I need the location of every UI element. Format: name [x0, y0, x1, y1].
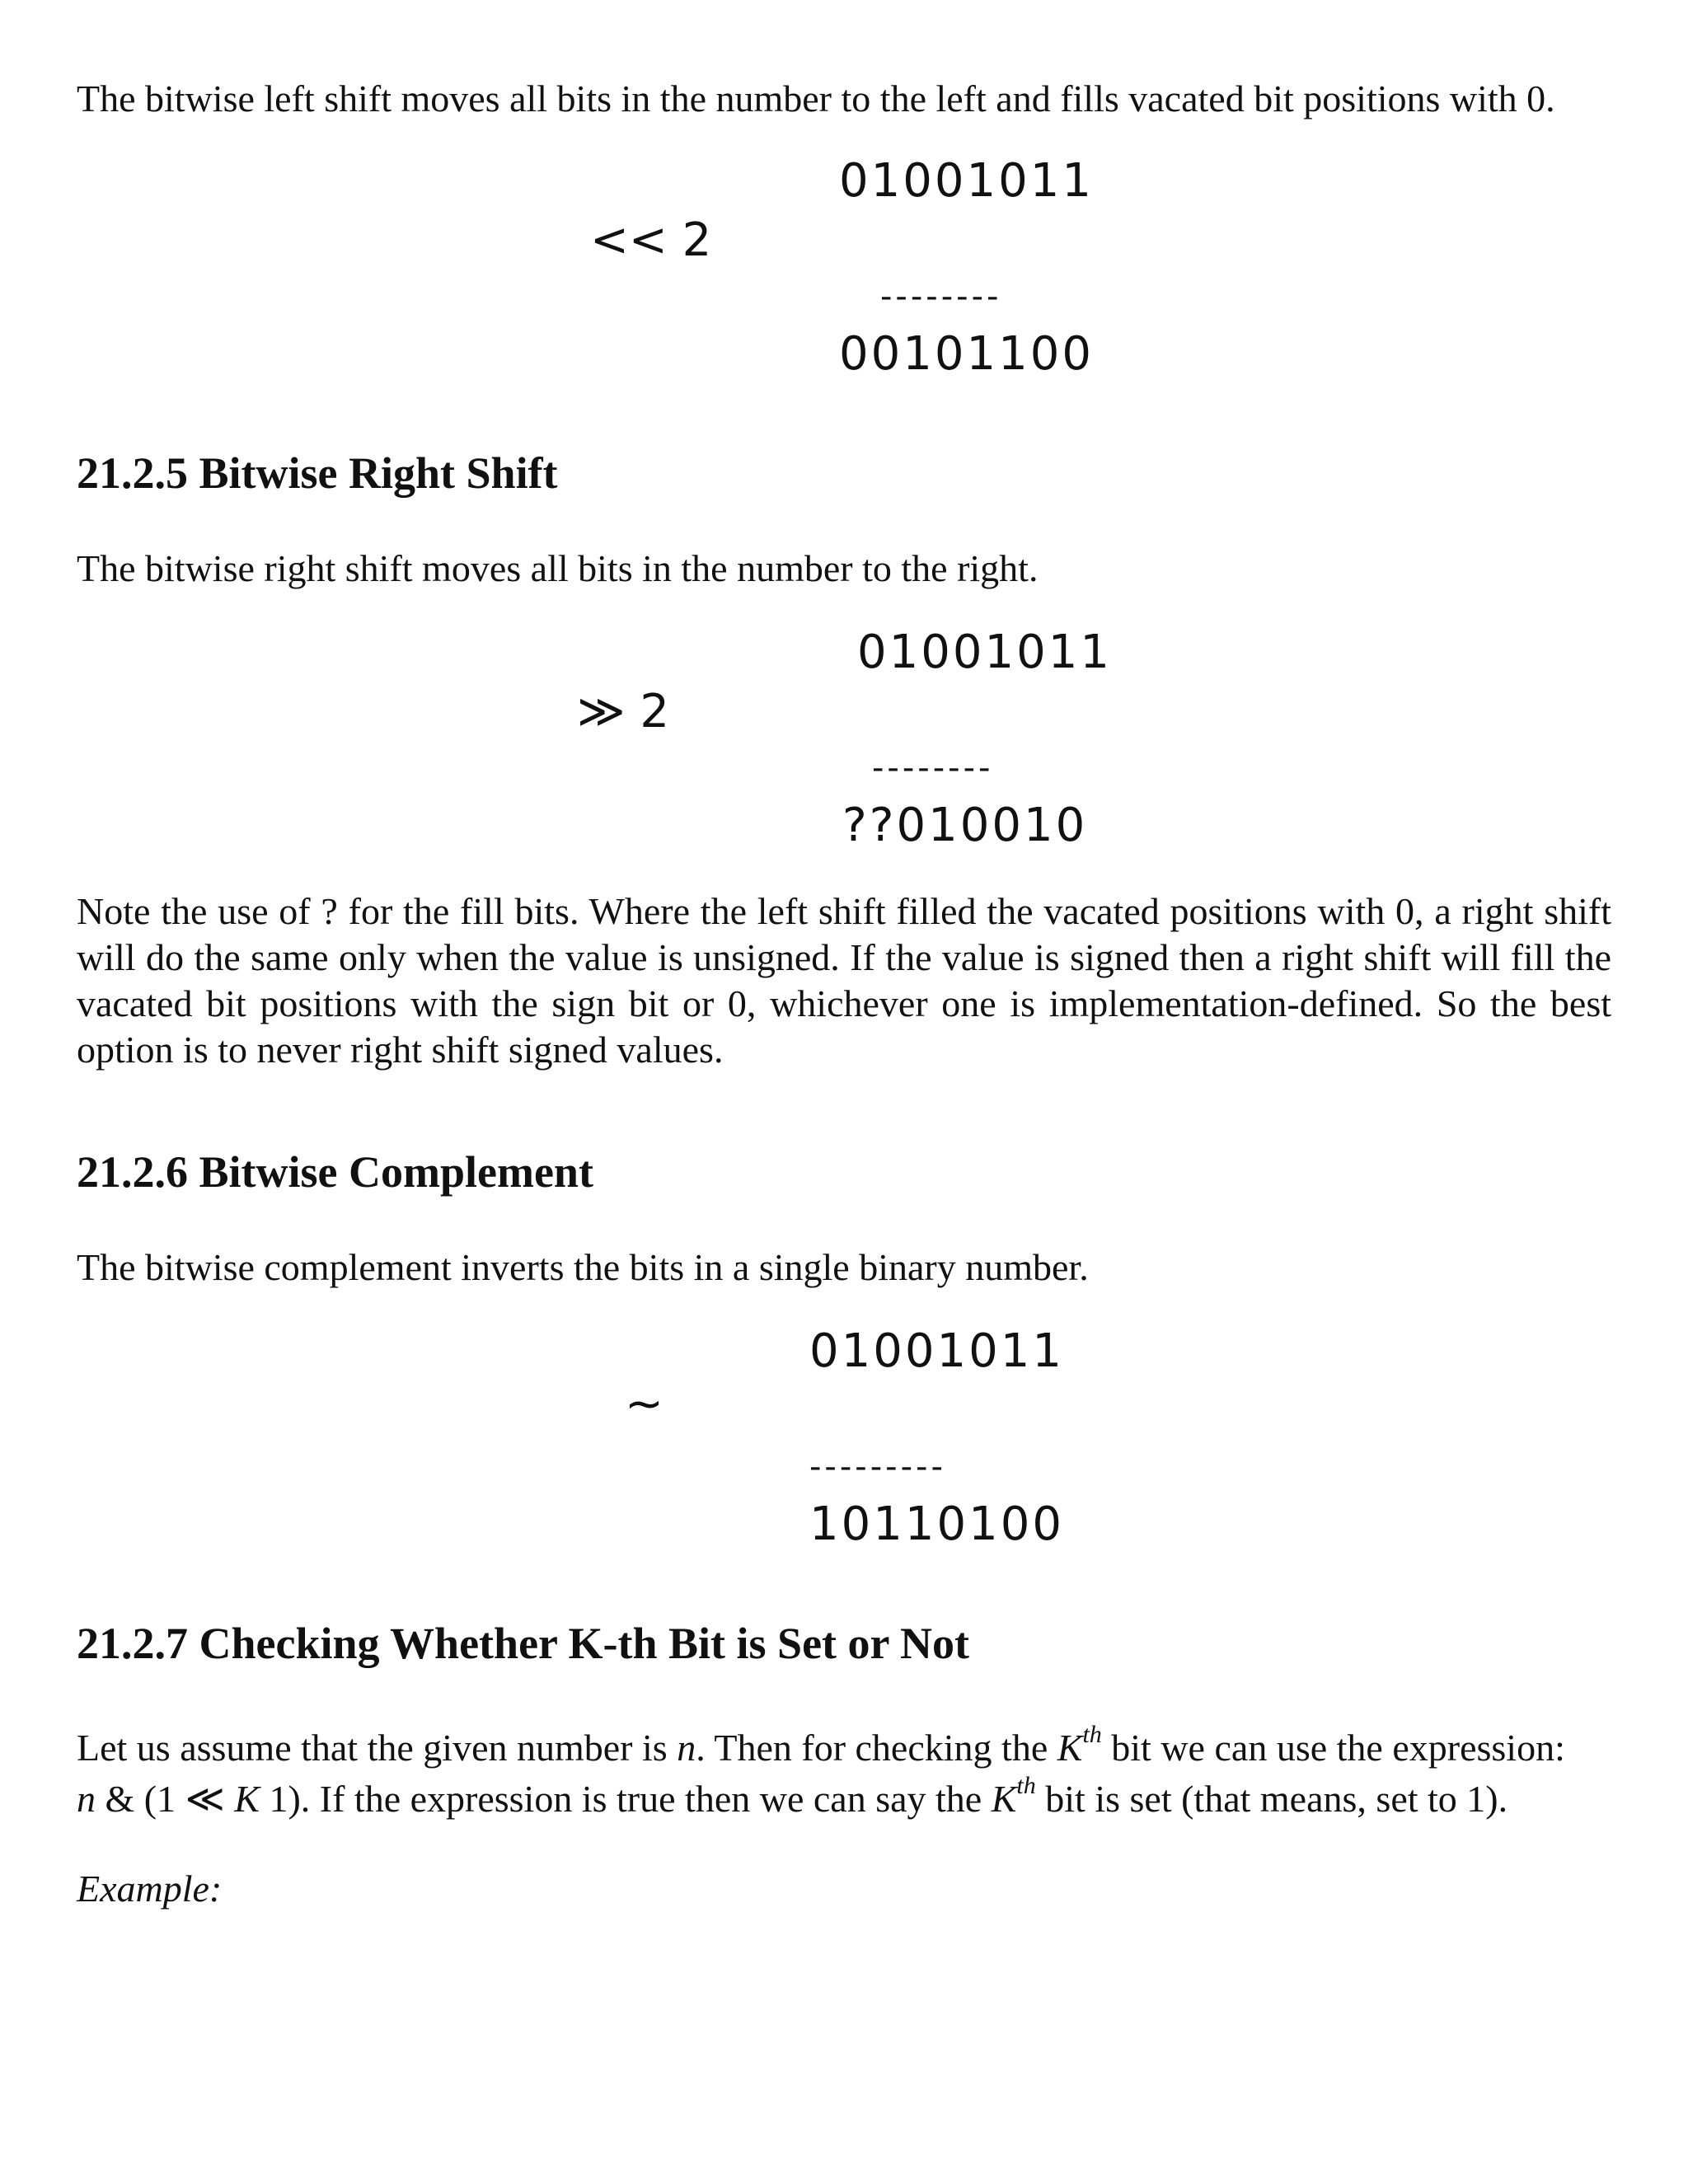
kth-text-1c: bit we can use the expression: [1101, 1727, 1565, 1769]
kth-var-n: n [677, 1727, 696, 1769]
left-shift-operator: << 2 [590, 213, 712, 267]
kth-text-2c: bit is set (that means, set to 1). [1035, 1778, 1508, 1820]
kth-line2-sup: th [1016, 1772, 1036, 1799]
complement-divider: --------- [809, 1448, 946, 1486]
right-shift-result: ??010010 [842, 799, 1088, 852]
kth-text-2b: 1). If the expression is true then we can say the [259, 1778, 992, 1820]
complement-operand: 01001011 [809, 1324, 1065, 1378]
kth-bit-description [77, 1722, 1611, 1825]
kth-text-1a: Let us assume that the given number is [77, 1727, 678, 1769]
right-shift-operator: ≫ 2 [577, 685, 670, 738]
example-label: Example: [77, 1868, 223, 1910]
complement-operator: ~ [625, 1377, 663, 1431]
kth-text-1b: . Then for checking the [696, 1727, 1057, 1769]
left-shift-result: 00101100 [839, 327, 1095, 381]
complement-heading: 21.2.6 Bitwise Complement [77, 1147, 593, 1197]
right-shift-divider: -------- [872, 749, 994, 787]
right-shift-heading: 21.2.5 Bitwise Right Shift [77, 448, 558, 498]
kth-var-k: K [1057, 1727, 1083, 1769]
kth-bit-heading: 21.2.7 Checking Whether K-th Bit is Set or Not [77, 1619, 970, 1668]
right-shift-note: Note the use of ? for the fill bits. Where the left shift filled the vacated positions with 0, a right shift will do the same only when the value is unsigned. If the value is signed then a right shift will fill the vacated bit positions with the sign bit or 0, whichever one is implementation-defined. So the best option is to never right shift signed values. [77, 890, 1611, 1071]
left-shift-divider: -------- [880, 278, 1002, 316]
left-shift-intro: The bitwise left shift moves all bits in the number to the left and fills vacated bit positions with 0. [77, 77, 1555, 120]
kth-line2-n: n [77, 1778, 96, 1820]
complement-result: 10110100 [809, 1497, 1065, 1551]
kth-sup-th: th [1082, 1721, 1102, 1748]
kth-text-2a: & (1 ≪ [96, 1778, 235, 1820]
kth-line2-k2: K [991, 1778, 1017, 1820]
complement-intro: The bitwise complement inverts the bits in a single binary number. [77, 1246, 1089, 1288]
right-shift-intro: The bitwise right shift moves all bits in the number to the right. [77, 547, 1039, 589]
kth-line2-k: K [234, 1778, 260, 1820]
left-shift-operand: 01001011 [839, 154, 1095, 208]
right-shift-operand: 01001011 [857, 626, 1113, 679]
